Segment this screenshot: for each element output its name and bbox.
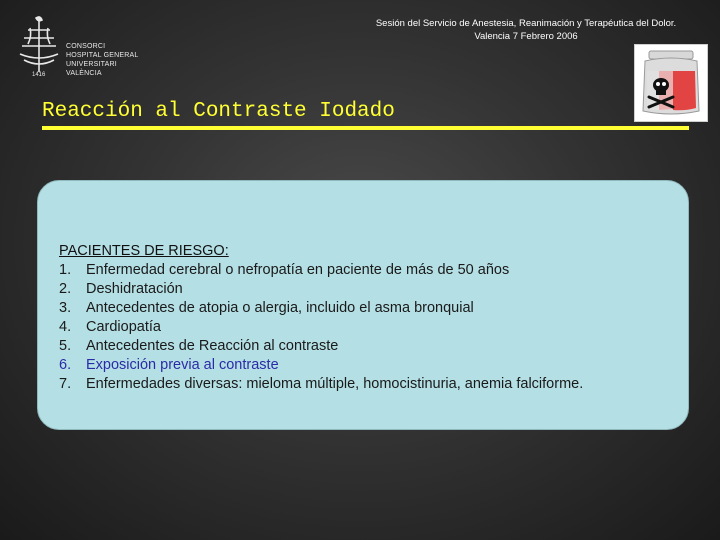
list-number: 1. <box>59 262 72 278</box>
list-item <box>59 356 689 375</box>
list-text: Antecedentes de Reacción al contraste <box>86 338 339 354</box>
list-number: 5. <box>59 338 72 354</box>
list-text: Enfermedad cerebral o nefropatía en paciente de más de 50 años <box>86 262 510 278</box>
list-text: Deshidratación <box>86 281 183 297</box>
content-panel <box>37 180 689 430</box>
list-item <box>59 299 689 318</box>
list-item <box>59 261 689 280</box>
slide-title: Reacción al Contraste Iodado <box>42 100 395 123</box>
risk-list <box>59 242 689 394</box>
title-underline <box>42 126 689 130</box>
toxic-bottle-icon <box>635 45 707 121</box>
list-item <box>59 337 689 356</box>
list-text: Cardiopatía <box>86 319 161 335</box>
hospital-year: 1416 <box>32 72 46 78</box>
list-text: Antecedentes de atopia o alergia, incluido el asma bronquial <box>86 300 474 316</box>
list-item <box>59 375 689 394</box>
hospital-name-line: HOSPITAL GENERAL <box>66 52 139 59</box>
hospital-name-line: VALÈNCIA <box>66 70 102 77</box>
list-number: 7. <box>59 376 72 392</box>
hospital-name-line: CONSORCI <box>66 43 106 50</box>
risk-heading: PACIENTES DE RIESGO: <box>59 243 229 259</box>
list-text: Exposición previa al contraste <box>86 357 279 373</box>
hospital-name-line: UNIVERSITARI <box>66 61 117 68</box>
session-date: Valencia 7 Febrero 2006 <box>474 31 578 42</box>
list-number: 3. <box>59 300 72 316</box>
list-item <box>59 280 689 299</box>
toxic-bottle-image <box>634 44 708 122</box>
session-title: Sesión del Servicio de Anestesia, Reanimación y Terapéutica del Dolor. <box>375 18 677 29</box>
list-number: 4. <box>59 319 72 335</box>
session-header <box>346 17 706 43</box>
list-number: 6. <box>59 357 72 373</box>
hospital-logo <box>14 14 144 82</box>
list-text: Enfermedades diversas: mieloma múltiple, homocistinuria, anemia falciforme. <box>86 376 584 392</box>
list-item <box>59 318 689 337</box>
list-number: 2. <box>59 281 72 297</box>
hospital-name <box>66 42 138 78</box>
